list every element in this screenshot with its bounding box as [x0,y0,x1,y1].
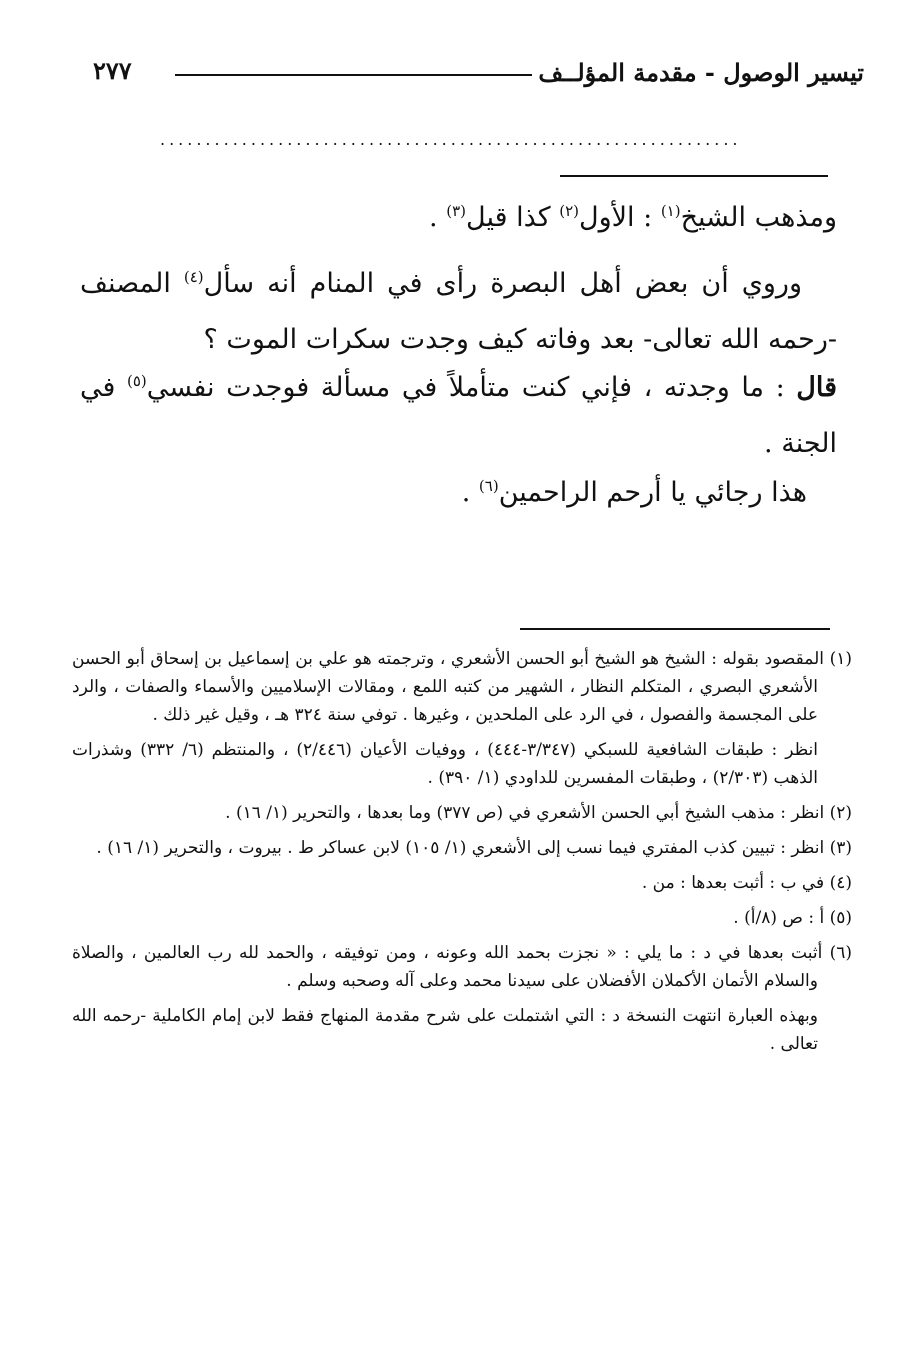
p1-text-2: : الأول [578,202,661,233]
p1-text-3: كذا قيل [466,202,560,233]
footnote-1-references: انظر : طبقات الشافعية للسبكي (٣/٣٤٧-٤٤٤) ، ووفيات الأعيان (٢/٤٤٦) ، والمنتظم (٦/ ٣٣٢) وشذرات الذهب (٢/٣٠٣) ، وطبقات المفسرين للداودي (١/ ٣٩٠) . [72,740,818,788]
footnote-3: (٣) انظر : تبيين كذب المفتري فيما نسب إلى الأشعري (١/ ١٠٥) لابن عساكر ط . بيروت ، والتحرير (١/ ١٦) . [96,838,852,858]
p3-lead-word: قال [796,372,837,403]
footnote-6-continuation: وبهذه العبارة انتهت النسخة د : التي اشتملت على شرح مقدمة المنهاج فقط لابن إمام الكاملية -رحمه الله تعالى . [72,1006,818,1054]
p4-text-2: . [461,477,479,508]
footnote-6: (٦) أثبت بعدها في د : ما يلي : « نجزت بحمد الله وعونه ، ومن توفيقه ، والحمد لله رب العالمين ، والصلاة والسلام الأتمان الأكملان الأفضلان على سيدنا محمد وعلى آله وصحبه وسلم . [72,943,852,991]
footnote-ref-3[interactable]: (٣) [446,202,466,220]
footnote-5: (٥) أ : ص (٨/أ) . [733,908,852,928]
paragraph-3 [80,360,837,472]
paragraph-4 [80,465,837,521]
page-number: ٢٧٧ [93,56,132,85]
footnote-1: (١) المقصود بقوله : الشيخ هو الشيخ أبو الحسن الأشعري ، وترجمته هو علي بن إسماعيل بن إسحاق أبو الحسن الأشعري البصري ، المتكلم النظار ، الشهير من كتبه اللمع ، ومقالات الإسلاميين والأسماء والصفات ، والرد على المجسمة والفصول ، في الرد على الملحدين ، وغيرها . توفي سنة ٣٢٤ هـ ، وقيل غير ذلك . [72,649,852,725]
footnote-ref-1[interactable]: (١) [660,202,681,220]
paragraph-2 [80,256,837,368]
p3-text-1: : ما وجدته ، فإني كنت متأملاً في مسألة فوجدت نفسي [146,372,797,403]
footnote-ref-5[interactable]: (٥) [126,372,147,390]
footnote-ref-2[interactable]: (٢) [559,202,579,220]
running-title: تيسير الوصول - مقدمة المؤلــف [538,58,864,87]
p2-text-2: المصنف -رحمه الله تعالى- بعد وفاته كيف وجدت سكرات الموت ؟ [80,268,837,355]
footnote-ref-6[interactable]: (٦) [478,477,499,495]
section-rule [560,175,828,177]
p4-text-1: هذا رجائي يا أرحم الراحمين [498,477,807,508]
header-rule [175,74,532,76]
paragraph-1 [80,190,837,246]
footnote-separator [520,628,830,630]
footnote-ref-4[interactable]: (٤) [183,268,204,286]
footnote-2: (٢) انظر : مذهب الشيخ أبي الحسن الأشعري في (ص ٣٧٧) وما بعدها ، والتحرير (١/ ١٦) . [225,803,852,823]
footnote-4: (٤) في ب : أثبت بعدها : من . [641,873,852,893]
footnotes [72,645,852,1065]
ellipsis-dots: ................................................................ [160,130,742,149]
p1-text-1: ومذهب الشيخ [680,202,837,233]
p1-text-4: . [429,202,447,233]
p3-text-2: في الجنة . [80,372,837,459]
p2-text-1: وروي أن بعض أهل البصرة رأى في المنام أنه سأل [203,268,802,299]
